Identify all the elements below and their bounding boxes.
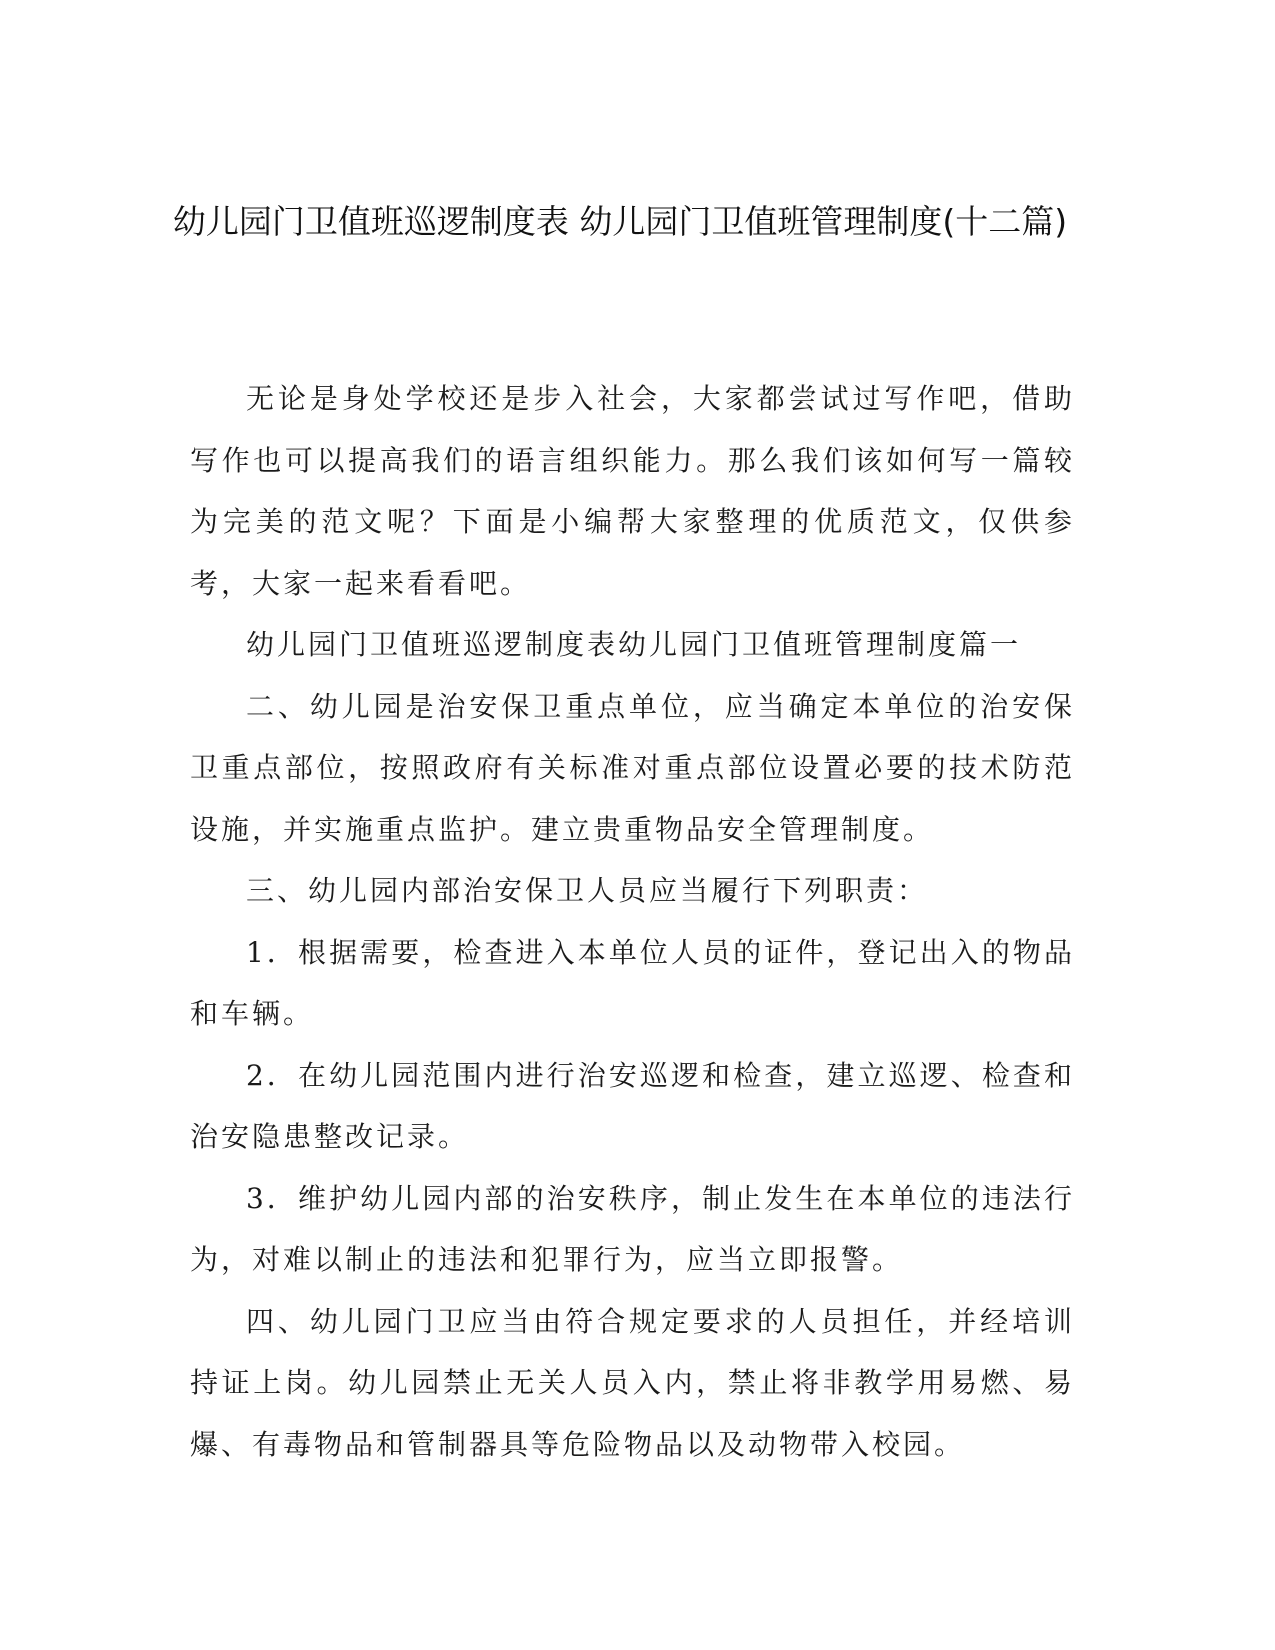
list-item-1: 1．根据需要，检查进入本单位人员的证件，登记出入的物品和车辆。 xyxy=(190,935,1075,1030)
list-item-3: 3．维护幼儿园内部的治安秩序，制止发生在本单位的违法行为，对难以制止的违法和犯罪行为，应当立即报警。 xyxy=(190,1181,1075,1276)
list-item-2: 2．在幼儿园范围内进行治安巡逻和检查，建立巡逻、检查和治安隐患整改记录。 xyxy=(190,1058,1075,1153)
paragraph-item-2: 二、幼儿园是治安保卫重点单位，应当确定本单位的治安保卫重点部位，按照政府有关标准对重点部位设置必要的技术防范设施，并实施重点监护。建立贵重物品安全管理制度。 xyxy=(190,689,1075,846)
document-body xyxy=(190,368,1075,1475)
document-title: 幼儿园门卫值班巡逻制度表 幼儿园门卫值班管理制度(十二篇) xyxy=(172,202,1068,241)
paragraph-item-3: 三、幼儿园内部治安保卫人员应当履行下列职责： xyxy=(246,874,929,907)
paragraph-intro: 无论是身处学校还是步入社会，大家都尝试过写作吧，借助写作也可以提高我们的语言组织能力。那么我们该如何写一篇较为完美的范文呢？下面是小编帮大家整理的优质范文，仅供参考，大家一起来看看吧。 xyxy=(190,382,1075,600)
section-heading: 幼儿园门卫值班巡逻制度表幼儿园门卫值班管理制度篇一 xyxy=(246,628,1022,661)
paragraph-item-4: 四、幼儿园门卫应当由符合规定要求的人员担任，并经培训持证上岗。幼儿园禁止无关人员入内，禁止将非教学用易燃、易爆、有毒物品和管制器具等危险物品以及动物带入校园。 xyxy=(190,1304,1075,1461)
